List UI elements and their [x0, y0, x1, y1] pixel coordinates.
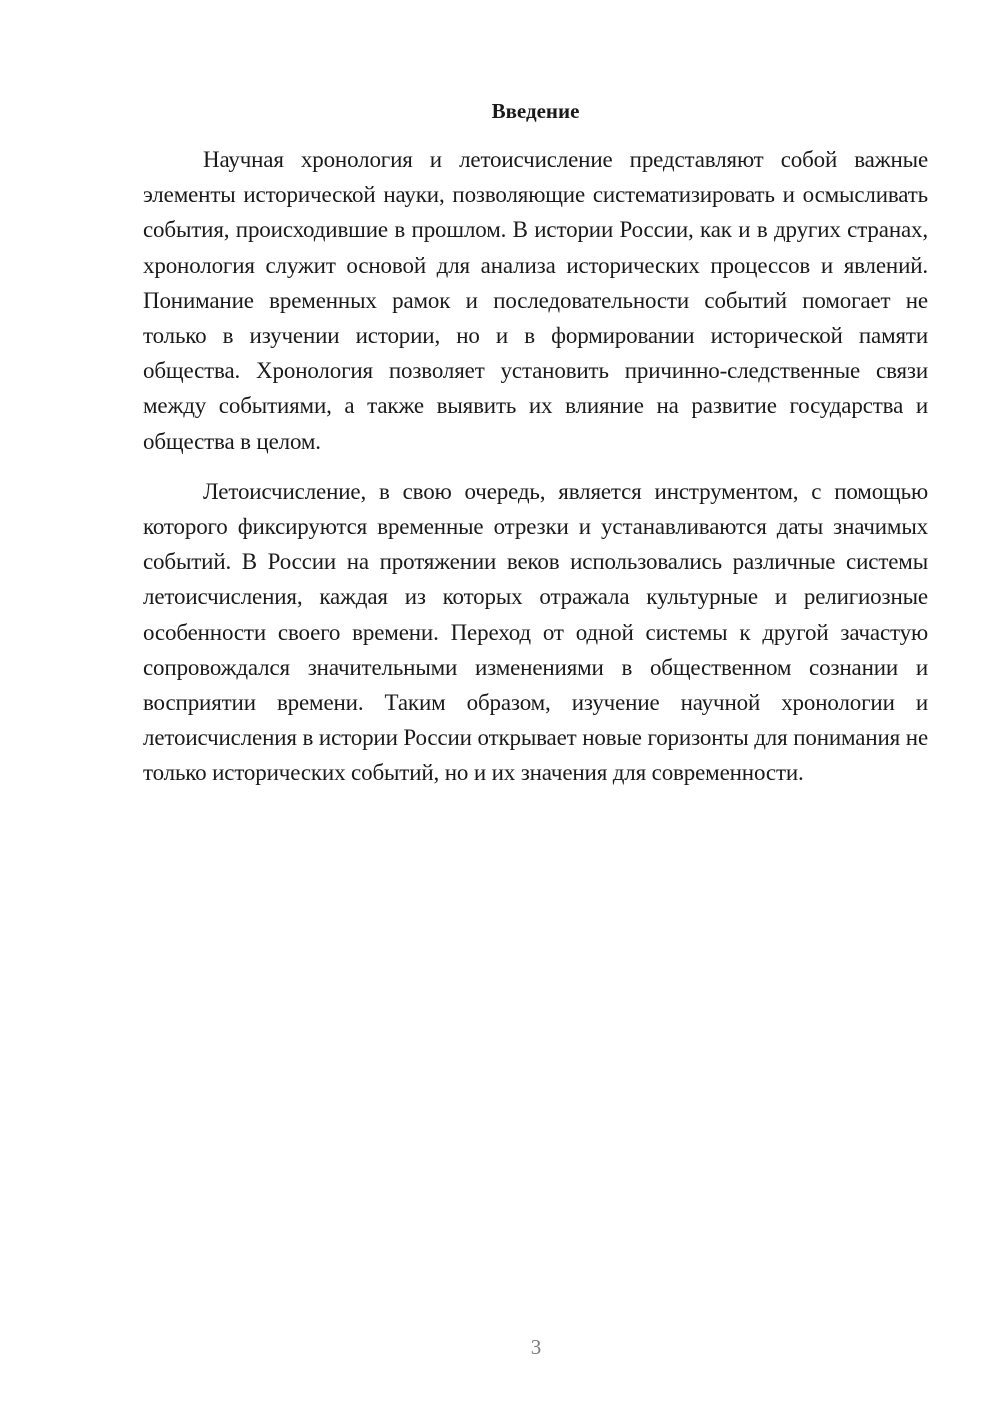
paragraph-2: Летоисчисление, в свою очередь, является инструментом, с помощью которого фиксируются временные отрезки и устанавливаются даты значимых событий. В России на протяжении веков использовались различные системы летоисчисления, каждая из которых отражала культурные и религиозные особенности своего времени. Переход от одной системы к другой зачастую сопровождался значительными изменениями в общественном сознании и восприятии времени. Таким образом, изучение научной хронологии и летоисчисления в истории России открывает новые горизонты для понимания не только исторических событий, но и их значения для современности. — [143, 478, 928, 786]
page-number: 3 — [530, 1335, 542, 1359]
paragraph-1: Научная хронология и летоисчисление представляют собой важные элементы исторической науки, позволяющие систематизировать и осмысливать события, происходившие в прошлом. В истории России, как и в других странах, хронология служит основой для анализа исторических процессов и явлений. Понимание временных рамок и последовательности событий помогает не только в изучении истории, но и в формировании исторической памяти общества. Хронология позволяет установить причинно-следственные связи между событиями, а также выявить их влияние на развитие государства и общества в целом. — [143, 147, 928, 454]
section-heading: Введение — [491, 99, 580, 123]
body-text — [143, 142, 928, 806]
